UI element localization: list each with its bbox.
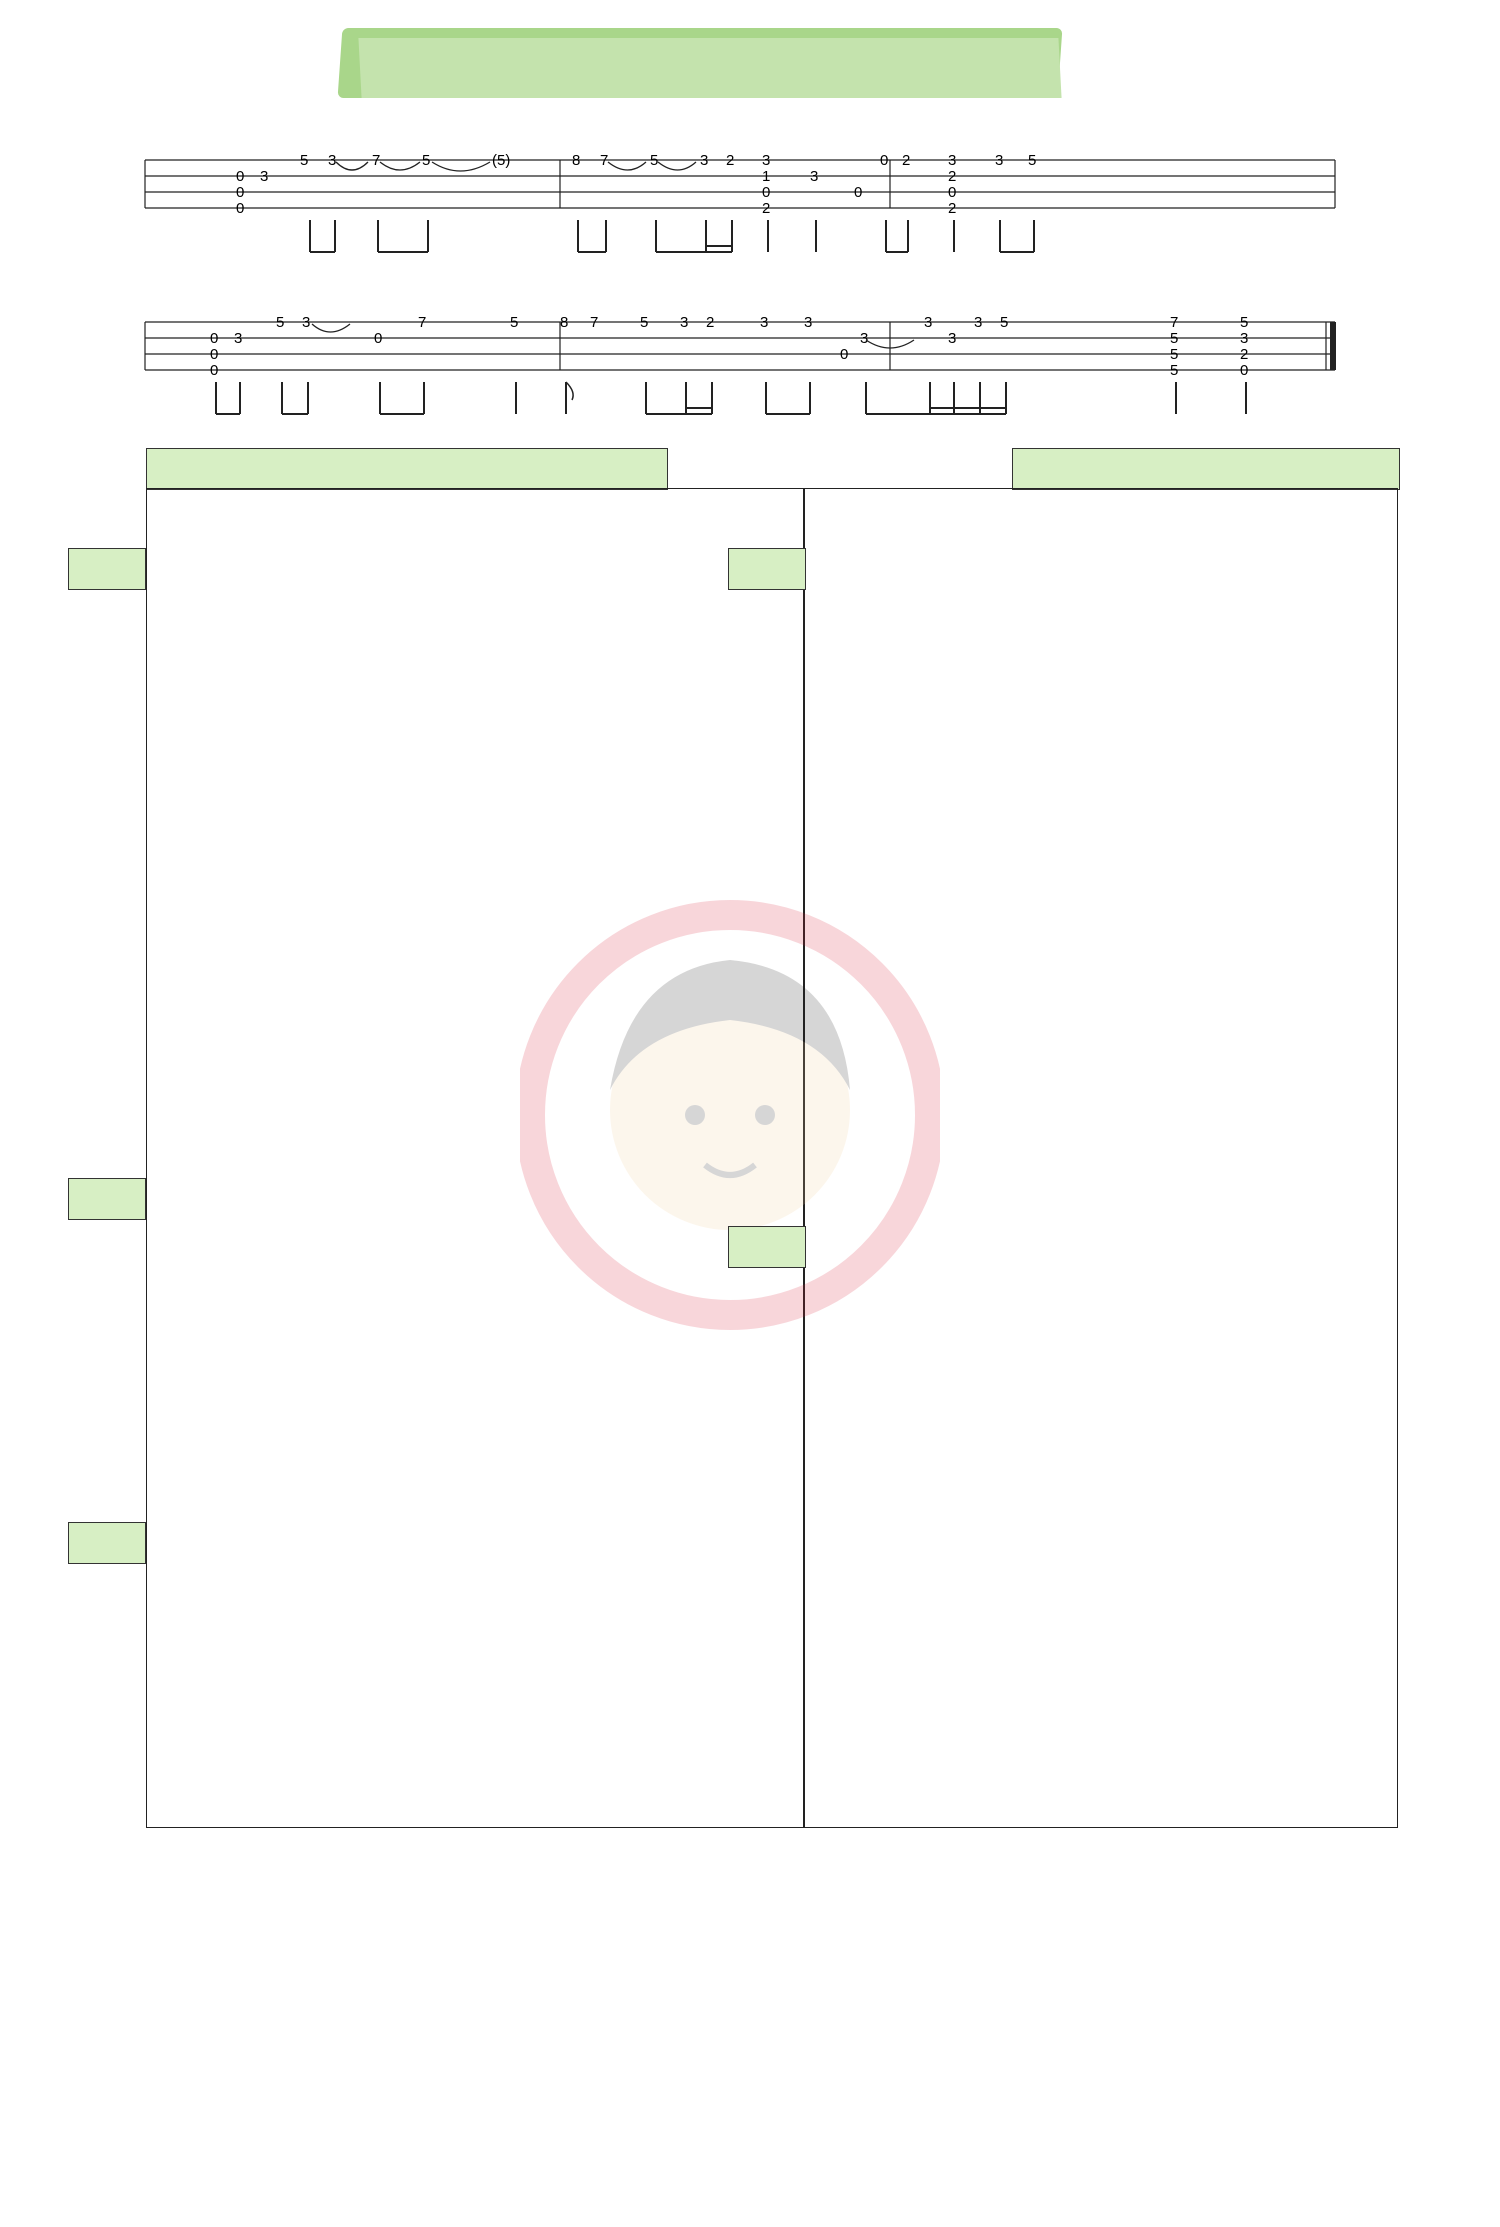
tab-line-2: [140, 282, 1340, 422]
svg-text:0: 0: [210, 362, 219, 379]
svg-text:3: 3: [680, 314, 689, 331]
section-label-v1: [68, 548, 146, 590]
svg-text:5: 5: [1170, 330, 1179, 347]
svg-text:0: 0: [948, 184, 957, 201]
svg-text:5: 5: [422, 152, 431, 169]
svg-text:3: 3: [924, 314, 933, 331]
svg-text:5: 5: [276, 314, 285, 331]
section-label-c1: [68, 1178, 146, 1220]
url-box[interactable]: [1012, 448, 1400, 490]
tab-line-1: [140, 120, 1340, 260]
watermark-logo: [520, 880, 940, 1350]
svg-text:5: 5: [1028, 152, 1037, 169]
svg-text:2: 2: [706, 314, 715, 331]
svg-text:2: 2: [948, 168, 957, 185]
svg-text:3: 3: [948, 152, 957, 169]
svg-text:8: 8: [572, 152, 581, 169]
svg-text:(5): (5): [492, 152, 511, 169]
svg-text:0: 0: [236, 184, 245, 201]
svg-text:7: 7: [1170, 314, 1179, 331]
svg-text:3: 3: [974, 314, 983, 331]
svg-text:3: 3: [810, 168, 819, 185]
svg-text:5: 5: [640, 314, 649, 331]
svg-text:3: 3: [302, 314, 311, 331]
title-banner-inner: [358, 38, 1061, 98]
svg-text:0: 0: [210, 346, 219, 363]
svg-text:3: 3: [948, 330, 957, 347]
svg-text:7: 7: [418, 314, 427, 331]
svg-text:3: 3: [700, 152, 709, 169]
svg-text:3: 3: [760, 314, 769, 331]
svg-text:3: 3: [260, 168, 269, 185]
svg-text:7: 7: [590, 314, 599, 331]
svg-text:3: 3: [804, 314, 813, 331]
svg-text:3: 3: [234, 330, 243, 347]
section-label-v2: [728, 548, 806, 590]
svg-text:0: 0: [840, 346, 849, 363]
svg-text:0: 0: [374, 330, 383, 347]
svg-text:3: 3: [328, 152, 337, 169]
svg-text:5: 5: [1170, 346, 1179, 363]
svg-text:0: 0: [210, 330, 219, 347]
svg-text:2: 2: [1240, 346, 1249, 363]
svg-text:2: 2: [948, 200, 957, 217]
svg-text:1: 1: [762, 168, 771, 185]
svg-text:2: 2: [902, 152, 911, 169]
svg-text:5: 5: [1000, 314, 1009, 331]
svg-text:5: 5: [300, 152, 309, 169]
svg-text:0: 0: [236, 200, 245, 217]
svg-text:2: 2: [726, 152, 735, 169]
svg-text:3: 3: [995, 152, 1004, 169]
svg-text:5: 5: [1240, 314, 1249, 331]
svg-text:7: 7: [600, 152, 609, 169]
section-label-c2: [68, 1522, 146, 1564]
svg-text:0: 0: [1240, 362, 1249, 379]
svg-text:3: 3: [762, 152, 771, 169]
svg-text:3: 3: [860, 330, 869, 347]
svg-text:5: 5: [650, 152, 659, 169]
svg-text:3: 3: [1240, 330, 1249, 347]
svg-text:0: 0: [880, 152, 889, 169]
svg-text:8: 8: [560, 314, 569, 331]
key-signature-box: [146, 448, 668, 490]
section-label-v3: [728, 1226, 806, 1268]
svg-text:0: 0: [854, 184, 863, 201]
svg-text:0: 0: [236, 168, 245, 185]
svg-text:2: 2: [762, 200, 771, 217]
svg-text:7: 7: [372, 152, 381, 169]
svg-text:0: 0: [762, 184, 771, 201]
svg-text:5: 5: [1170, 362, 1179, 379]
svg-text:5: 5: [510, 314, 519, 331]
